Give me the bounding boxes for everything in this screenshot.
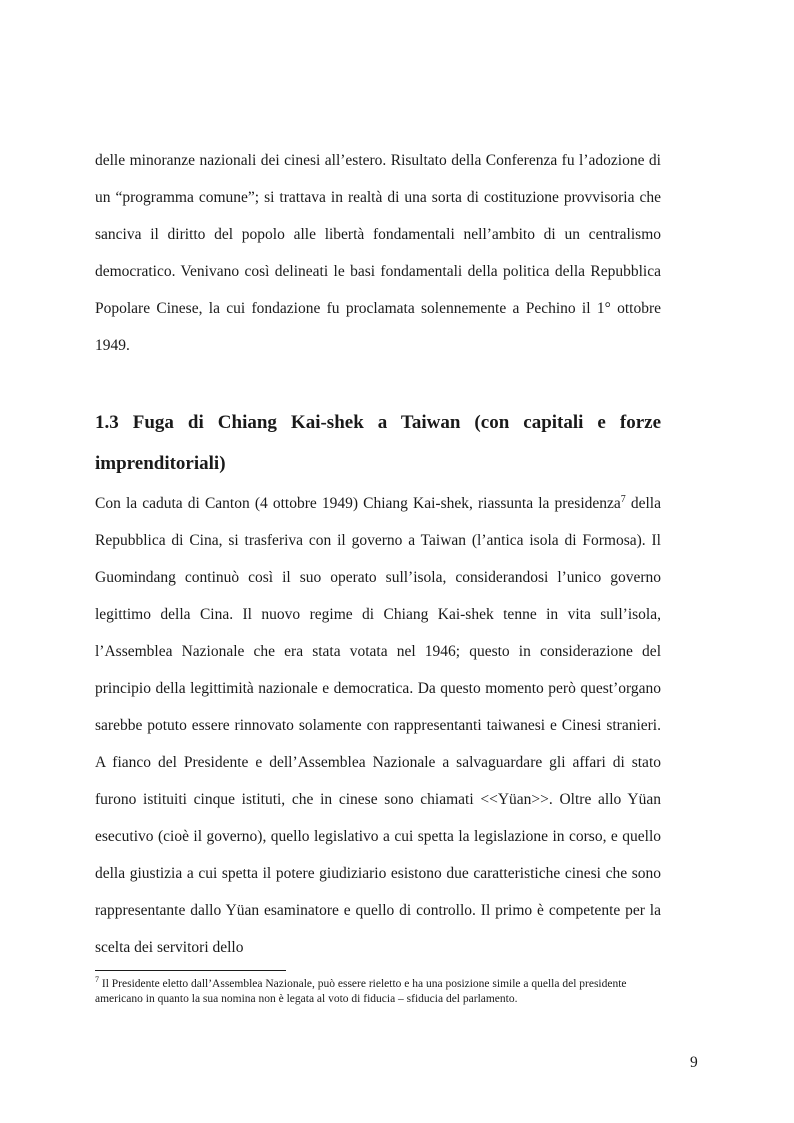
page-number: 9 bbox=[690, 1054, 698, 1071]
section-body-rest: della Repubblica di Cina, si trasferiva con il governo a Taiwan (l’antica isola di Formosa). Il Guomindang continuò così il suo operato sull’isola, considerandosi l’unico governo legittimo della Cina. Il nuovo regime di Chiang Kai-shek tenne in vita sull’isola, l’Assemblea Nazionale che era stata votata nel 1946; questo in considerazione del principio della legittimità nazionale e democratica. Da questo momento però quest’organo sarebbe potuto essere rinnovato solamente con rappresentanti taiwanesi e Cinesi stranieri. A fianco del Presidente e dell’Assemblea Nazionale a salvaguardare gli affari di stato furono istituiti cinque istituti, che in cinese sono chiamati <<Yüan>>. Oltre allo Yüan esecutivo (cioè il governo), quello legislativo a cui spetta la legislazione in corso, e quello della giustizia a cui spetta il potere giudiziario esistono due caratteristiche cinesi che sono rappresentante dallo Yüan esaminatore e quello di controllo. Il primo è competente per la scelta dei servitori dello bbox=[95, 495, 661, 956]
section-body-start: Con la caduta di Canton (4 ottobre 1949) Chiang Kai-shek, riassunta la presidenza bbox=[95, 495, 621, 512]
paragraph-continuation-text: delle minoranze nazionali dei cinesi all’estero. Risultato della Conferenza fu l’adozione di un “programma comune”; si trattava in realtà di una sorta di costituzione provvisoria che sanciva il diritto del popolo alle libertà fondamentali nell’ambito di un centralismo democratico. Venivano così delineati le basi fondamentali della politica della Repubblica Popolare Cinese, la cui fondazione fu proclamata solennemente a Pechino il 1° ottobre 1949. bbox=[95, 152, 661, 354]
section-heading: 1.3 Fuga di Chiang Kai-shek a Taiwan (con capitali e forze imprenditoriali) bbox=[95, 412, 661, 474]
paragraph-section-body bbox=[95, 485, 661, 966]
paragraph-continuation bbox=[95, 142, 661, 364]
footnote-divider bbox=[95, 970, 286, 971]
paragraph-section-body-text bbox=[95, 485, 661, 966]
footnote-reference: 7 bbox=[620, 493, 626, 505]
footnote bbox=[95, 977, 661, 1007]
footnote-text: Il Presidente eletto dall’Assemblea Nazionale, può essere rieletto e ha una posizione simile a quella del presidente americano in quanto la sua nomina non è legata al voto di fiducia – sfiducia del parlamento. bbox=[95, 978, 627, 1005]
footnote-number: 7 bbox=[95, 975, 99, 985]
